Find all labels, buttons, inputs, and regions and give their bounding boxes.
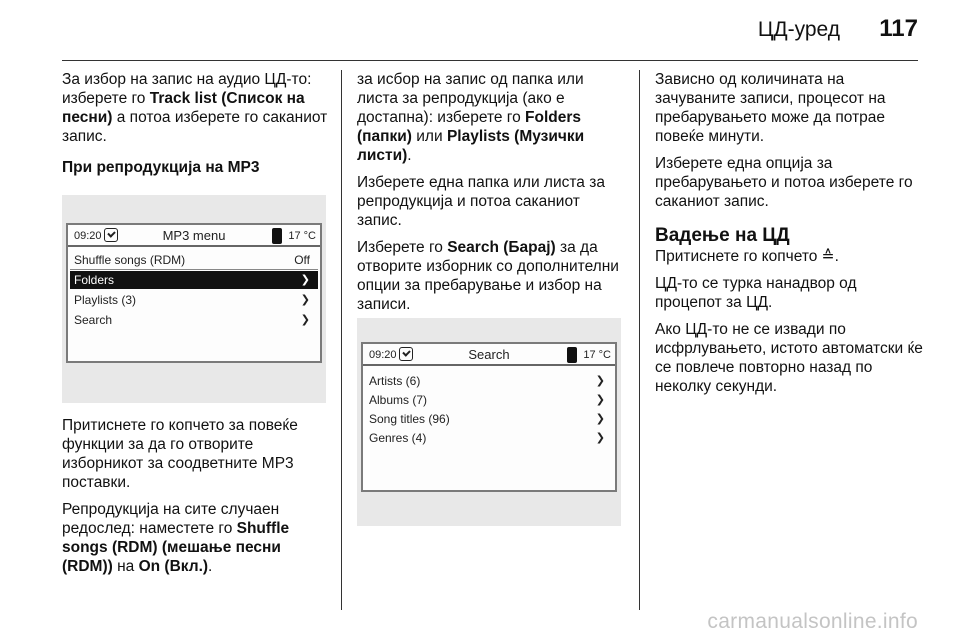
divider xyxy=(70,269,318,270)
col3-paragraph-4: ЦД-то се турка нанадвор од процепот за ЦД. xyxy=(655,275,857,311)
text: За избор на запис на аудио ЦД-то: изберете го xyxy=(62,71,312,107)
page-header xyxy=(0,0,960,62)
menu-term: Track list (Список на песни) xyxy=(62,90,305,126)
col3-paragraph-5: Ако ЦД-то не се извади по исфрлувањето, истото автоматски ќе се повлече повторно назад по неколку секунди. xyxy=(655,321,923,395)
menu-item-folders[interactable] xyxy=(70,271,318,289)
menu-item-label: Genres (4) xyxy=(369,431,427,445)
menu-item-label: Artists (6) xyxy=(369,374,421,388)
menu-item-song-titles[interactable] xyxy=(365,410,613,428)
col3-paragraph-2: Изберете една опција за пребарувањето и потоа изберете го саканиот запис. xyxy=(655,155,913,210)
menu-item-label: Song titles (96) xyxy=(369,412,450,426)
temperature: 17 °C xyxy=(288,230,316,242)
thermometer-icon xyxy=(567,347,577,363)
status-bar xyxy=(68,225,320,247)
column-separator-1 xyxy=(341,70,342,610)
clock: 09:20 xyxy=(74,230,102,242)
watermark: carmanualsonline.info xyxy=(707,610,918,633)
text: или xyxy=(411,128,447,145)
section-heading-eject: Вадење на ЦД xyxy=(655,225,790,246)
menu-term: Playlists (Музички листи) xyxy=(357,128,585,164)
column-1 xyxy=(62,70,330,187)
text: за да отворите изборник со дополнителни опции за пребарување и избор на записи. xyxy=(357,239,619,313)
chevron-right-icon: ❯ xyxy=(595,432,605,444)
menu-term: On (Вкл.) xyxy=(138,558,209,575)
screen-title: MP3 menu xyxy=(162,228,226,243)
menu-term: Shuffle songs (RDM) (мешање песни (RDM)) xyxy=(62,520,290,575)
column-3 xyxy=(655,70,927,404)
search-menu-screen xyxy=(361,342,617,492)
chevron-right-icon: ❯ xyxy=(300,314,310,326)
status-bar xyxy=(363,344,615,366)
menu-item-label: Albums (7) xyxy=(369,393,428,407)
menu-item-search[interactable] xyxy=(70,311,318,329)
column-separator-2 xyxy=(639,70,640,610)
menu-item-albums[interactable] xyxy=(365,391,613,409)
menu-item-value: Off xyxy=(294,253,310,267)
page-title: ЦД-уред xyxy=(757,18,840,41)
thermometer-icon xyxy=(272,228,282,244)
column-2 xyxy=(357,70,627,322)
text: . xyxy=(208,558,213,575)
menu-item-label: Shuffle songs (RDM) xyxy=(74,253,186,267)
mp3-menu-photo xyxy=(62,195,326,403)
col3-paragraph-3: Притиснете го копчето ≙. xyxy=(655,248,839,265)
menu-item-shuffle[interactable] xyxy=(70,251,318,269)
col1-paragraph-3 xyxy=(62,500,330,576)
col2-paragraph-2: Изберете една папка или листа за репродукција и потоа саканиот запис. xyxy=(357,174,605,229)
text: Изберете го xyxy=(357,239,448,256)
mp3-menu-screen xyxy=(66,223,322,363)
text: а потоа изберете го саканиот запис. xyxy=(62,109,328,145)
col1-paragraph-2: Притиснете го копчето за повеќе функции за да го отворите изборникот за соодветните MP3 поставки. xyxy=(62,417,298,491)
section-heading-mp3: При репродукција на MP3 xyxy=(62,159,260,176)
temperature: 17 °C xyxy=(583,349,611,361)
menu-item-artists[interactable] xyxy=(365,372,613,390)
menu-term: Folders (папки) xyxy=(357,109,582,145)
menu-item-genres[interactable] xyxy=(365,429,613,447)
chevron-right-icon: ❯ xyxy=(595,413,605,425)
col3-paragraph-1: Зависно од количината на зачуваните записи, процесот на пребарувањето може да потрае повеќе минути. xyxy=(655,71,886,145)
text: на xyxy=(112,558,139,575)
page-number: 117 xyxy=(879,15,918,42)
menu-item-label: Search xyxy=(74,313,113,327)
menu-item-playlists[interactable] xyxy=(70,291,318,309)
col2-paragraph-1 xyxy=(357,70,627,165)
col1-paragraph-1 xyxy=(62,70,330,146)
chevron-right-icon: ❯ xyxy=(595,375,605,387)
clock: 09:20 xyxy=(369,349,397,361)
column-1-lower xyxy=(62,416,330,584)
chevron-right-icon: ❯ xyxy=(300,274,310,286)
menu-term: Search (Барај) xyxy=(447,239,556,256)
screen-title: Search xyxy=(468,347,510,362)
text: . xyxy=(407,147,412,164)
menu-item-label: Playlists (3) xyxy=(74,293,137,307)
chevron-right-icon: ❯ xyxy=(595,394,605,406)
chevron-right-icon: ❯ xyxy=(300,294,310,306)
text: за исбор на запис од папка или листа за репродукција (ако е достапна): изберете го xyxy=(357,71,584,126)
header-rule xyxy=(62,60,918,61)
search-menu-photo xyxy=(357,318,621,526)
col2-paragraph-3 xyxy=(357,238,627,314)
menu-item-label: Folders xyxy=(74,273,115,287)
text: Репродукција на сите случаен редослед: наместете го xyxy=(62,501,280,537)
